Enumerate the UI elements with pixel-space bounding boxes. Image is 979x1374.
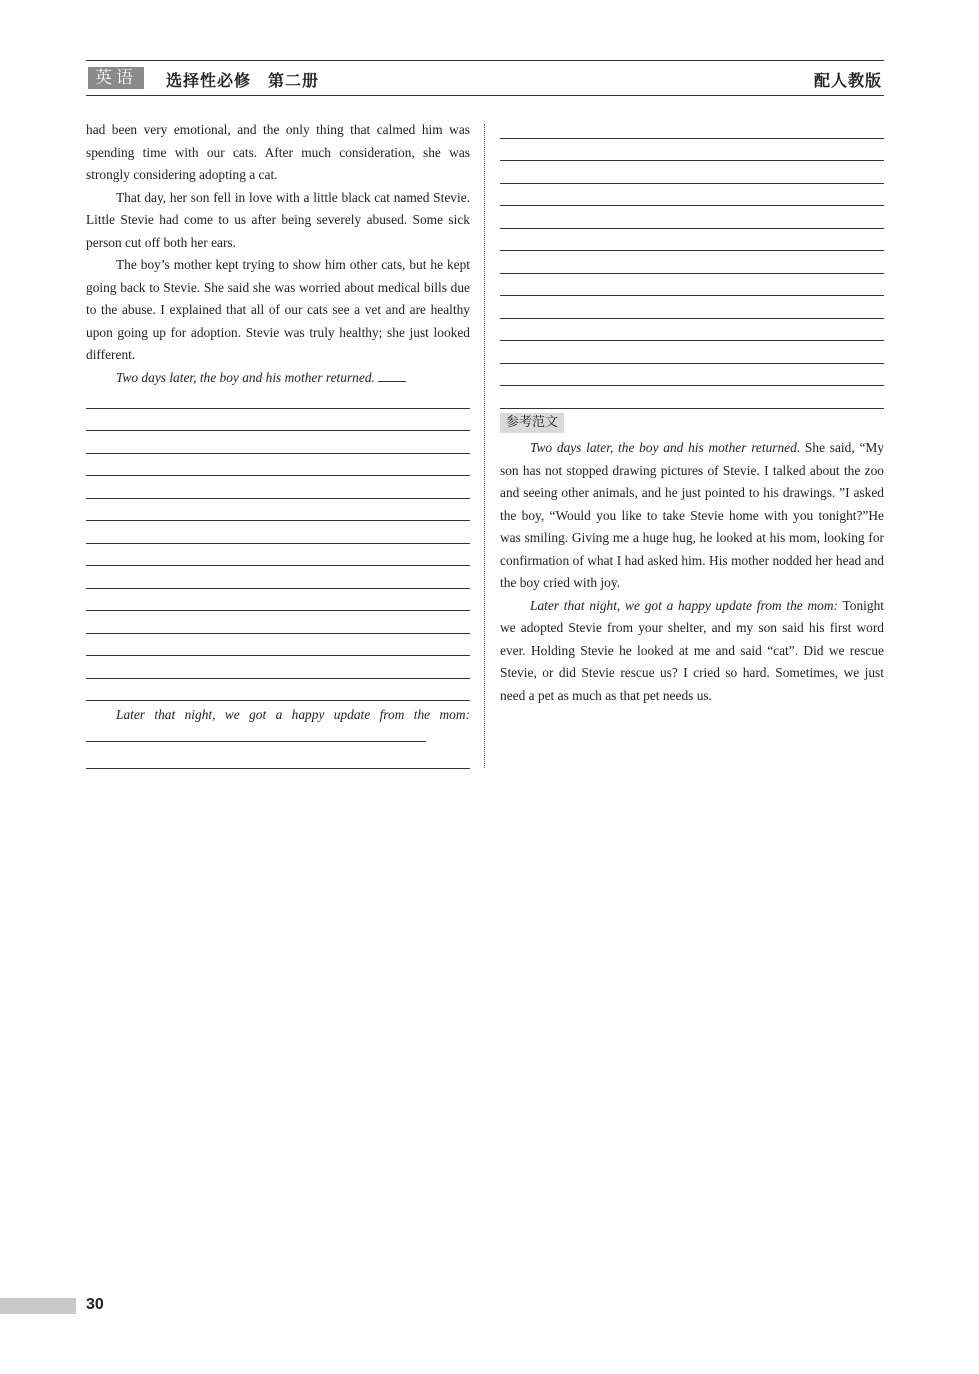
writing-line[interactable] <box>500 385 884 386</box>
reference-para2-lead: Later that night, we got a happy update from the mom: <box>530 597 838 613</box>
prompt-1-text: Two days later, the boy and his mother returned. <box>116 369 375 385</box>
writing-line[interactable] <box>86 430 470 431</box>
edition-label: 配人教版 <box>813 71 882 90</box>
subject-label: 英语 <box>88 67 144 89</box>
writing-line[interactable] <box>86 588 470 589</box>
writing-line[interactable] <box>86 610 470 611</box>
writing-line[interactable] <box>500 160 884 161</box>
writing-line[interactable] <box>86 655 470 656</box>
column-divider <box>484 124 485 768</box>
writing-line[interactable] <box>86 475 470 476</box>
left-column <box>86 119 470 389</box>
writing-line[interactable] <box>86 408 470 409</box>
page-header <box>86 60 884 96</box>
writing-line[interactable] <box>500 340 884 341</box>
writing-line[interactable] <box>500 273 884 274</box>
writing-line[interactable] <box>86 453 470 454</box>
book-title: 选择性必修 第二册 <box>166 71 320 90</box>
writing-blank[interactable] <box>378 369 406 382</box>
reference-para1-lead: Two days later, the boy and his mother returned. <box>530 440 801 455</box>
writing-line[interactable] <box>86 768 470 769</box>
prompt-1 <box>86 367 470 390</box>
reference-label: 参考范文 <box>500 413 564 433</box>
writing-line[interactable] <box>86 633 470 634</box>
reference-para1-body: She said, “My son has not stopped drawing pictures of Stevie. I talked about the zoo and seeing other animals, and he just pointed to his drawings. ”I asked the boy, “Would you like to take Stevie home with you tonight?”He was smiling. Giving me a huge hug, he looked at his mom, looking for confirmation of what I had asked him. His mother nodded her head and the boy cried with joy. <box>500 440 884 590</box>
writing-line[interactable] <box>500 138 884 139</box>
writing-line[interactable] <box>86 543 470 544</box>
story-paragraph-1: had been very emotional, and the only thing that calmed him was spending time with our cats. After much consideration, she was strongly considering adopting a cat. <box>86 122 470 182</box>
reference-essay <box>500 437 884 707</box>
writing-line[interactable] <box>86 565 470 566</box>
writing-line[interactable] <box>86 520 470 521</box>
writing-line[interactable] <box>500 228 884 229</box>
writing-line[interactable] <box>500 318 884 319</box>
reference-paragraph-1 <box>500 437 884 595</box>
prompt-2 <box>86 704 470 749</box>
prompt-2-text: Later that night, we got a happy update from the mom: <box>116 707 470 722</box>
writing-line[interactable] <box>86 498 470 499</box>
writing-line[interactable] <box>500 295 884 296</box>
page-number-bar <box>0 1298 76 1314</box>
story-paragraph-2: That day, her son fell in love with a little black cat named Stevie. Little Stevie had come to us after being severely abused. Some sick person cut off both her ears. <box>86 189 470 250</box>
story-paragraph-3: The boy’s mother kept trying to show him other cats, but he kept going back to Stevie. She said she was worried about medical bills due to the abuse. I explained that all of our cats see a vet and are healthy upon going up for adoption. Stevie was truly healthy; she just looked different. <box>86 257 470 362</box>
writing-line[interactable] <box>500 205 884 206</box>
writing-line[interactable] <box>500 183 884 184</box>
page-number: 30 <box>86 1296 104 1313</box>
writing-line[interactable] <box>500 250 884 251</box>
writing-blank[interactable] <box>86 729 426 742</box>
writing-line[interactable] <box>500 363 884 364</box>
writing-line[interactable] <box>86 678 470 679</box>
writing-line[interactable] <box>86 700 470 701</box>
reference-para2-body: Tonight we adopted Stevie from your shelter, and my son said his first word ever. Holding Stevie he looked at me and said “cat”. Did we rescue Stevie, or did Stevie rescue us? I cried so hard. Sometimes, we just need a pet as much as that pet needs us. <box>500 597 884 703</box>
writing-line[interactable] <box>500 408 884 409</box>
reference-paragraph-2 <box>500 595 884 708</box>
